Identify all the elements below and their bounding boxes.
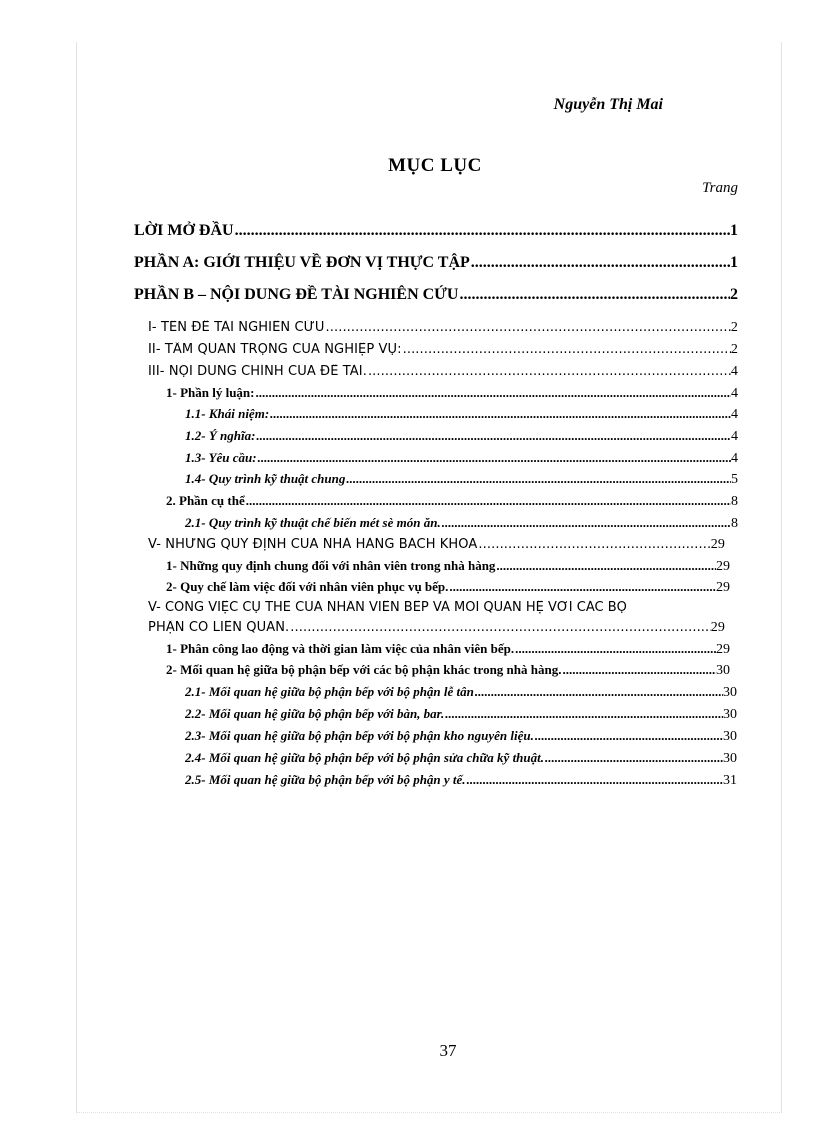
toc-leader <box>325 320 731 336</box>
toc-entry-text: 1- Phân công lao động và thời gian làm việc của nhân viên bếp. <box>166 641 515 656</box>
toc-entry-page: 2 <box>730 342 738 357</box>
toc-entry-text: 2.5- Mối quan hệ giữa bộ phận bếp với bộ phận y tế. <box>185 772 466 787</box>
toc-entry-text: 2- Mối quan hệ giữa bộ phận bếp với các bộ phận khác trong nhà hàng. <box>166 662 562 677</box>
toc-entry-text: I- TÊN ĐỀ TÀI NGHIÊN CỨU <box>148 320 325 335</box>
toc-entry-text: PHẦN B – NỘI DUNG ĐỀ TÀI NGHIÊN CỨU <box>134 286 459 303</box>
toc-entry-page: 1 <box>730 222 738 239</box>
toc-entry-text: III- NỘI DUNG CHÍNH CỦA ĐỀ TÀI. <box>148 364 367 379</box>
toc-entry[interactable] <box>185 684 737 702</box>
toc-entry-heading-line[interactable] <box>148 600 738 616</box>
toc-leader <box>289 620 711 636</box>
toc-entry[interactable] <box>148 620 725 637</box>
toc-leader <box>367 364 731 380</box>
toc-entry[interactable] <box>185 471 738 489</box>
toc-entry[interactable] <box>166 558 730 576</box>
toc-entry-page: 29 <box>716 559 730 574</box>
toc-entry-page: 30 <box>723 751 737 766</box>
toc-entry-text: 2.1- Quy trình kỹ thuật chế biến mét sè món ăn. <box>185 515 441 530</box>
toc-entry-page: 8 <box>731 516 738 531</box>
toc-entry[interactable] <box>185 750 737 768</box>
toc-entry[interactable] <box>134 253 738 272</box>
toc-entry[interactable] <box>185 728 737 746</box>
toc-leader <box>441 515 731 531</box>
toc-entry-text: 1.4- Quy trình kỹ thuật chung <box>185 471 346 486</box>
toc-entry[interactable] <box>166 641 730 659</box>
author-name: Nguyễn Thị Mai <box>553 96 663 113</box>
toc-leader <box>561 662 716 678</box>
toc-leader <box>402 342 731 358</box>
toc-entry-text: 1- Phần lý luận: <box>166 385 255 400</box>
toc-leader <box>444 706 723 722</box>
toc-leader <box>255 385 732 401</box>
toc-leader <box>255 428 731 444</box>
toc-entry[interactable] <box>185 706 737 724</box>
toc-entry[interactable] <box>148 537 725 554</box>
toc-entry[interactable] <box>166 385 738 403</box>
toc-entry-text: 2.1- Mối quan hệ giữa bộ phận bếp với bộ phận lễ tân <box>185 684 474 699</box>
toc-entry-text: V- NHỮNG QUY ĐỊNH CỦA NHÀ HÀNG BÁCH KHOA <box>148 537 478 552</box>
page-column-label: Trang <box>702 180 738 196</box>
toc-entry[interactable] <box>166 662 730 680</box>
toc-leader <box>477 537 710 553</box>
toc-entry-text: 2.2- Mối quan hệ giữa bộ phận bếp với bàn, bar. <box>185 706 445 721</box>
toc-entry[interactable] <box>185 772 737 790</box>
toc-entry-text: 2. Phần cụ thể <box>166 493 245 508</box>
toc-leader <box>474 684 723 700</box>
toc-leader <box>458 285 730 304</box>
toc-entry-text: LỜI MỞ ĐẦU <box>134 222 234 239</box>
page-number: 37 <box>439 1041 457 1060</box>
toc-entry-page: 5 <box>731 472 738 487</box>
toc-entry-page: 2 <box>730 286 738 303</box>
toc-entry-page: 4 <box>731 407 738 422</box>
toc-leader <box>470 253 730 272</box>
toc-leader <box>534 728 723 744</box>
toc-entry-text: 1- Những quy định chung đối với nhân viên trong nhà hàng <box>166 558 496 573</box>
toc-entry[interactable] <box>166 579 730 597</box>
toc-entry-text: PHẬN CÓ LIÊN QUAN. <box>148 620 290 635</box>
toc-entry-text: 1.2- Ý nghĩa: <box>185 428 256 443</box>
toc-leader <box>448 579 716 595</box>
toc-entry-text: 1.3- Yêu cầu: <box>185 450 257 465</box>
toc-entry-page: 29 <box>710 620 725 635</box>
toc-leader <box>544 750 723 766</box>
toc-leader <box>514 641 716 657</box>
toc-entry[interactable] <box>185 515 738 533</box>
toc-entry-page: 29 <box>716 580 730 595</box>
toc-leader <box>257 450 731 466</box>
toc-entry[interactable] <box>185 450 738 468</box>
toc-entry-text: 2.3- Mối quan hệ giữa bộ phận bếp với bộ phận kho nguyên liệu. <box>185 728 534 743</box>
toc-entry-page: 4 <box>730 364 738 379</box>
toc-entry-text: 2- Quy chế làm việc đối với nhân viên phục vụ bếp. <box>166 579 449 594</box>
page-border <box>76 42 782 1113</box>
toc-entry-text: PHẦN A: GIỚI THIỆU VỀ ĐƠN VỊ THỰC TẬP <box>134 254 470 271</box>
toc-entry-page: 30 <box>723 707 737 722</box>
toc-leader <box>466 772 723 788</box>
toc-leader <box>245 493 731 509</box>
toc-entry-page: 2 <box>730 320 738 335</box>
toc-leader <box>495 558 716 574</box>
toc-entry-page: 4 <box>731 386 738 401</box>
toc-entry-text: II- TẦM QUAN TRỌNG CỦA NGHIỆP VỤ: <box>148 342 402 357</box>
toc-leader <box>234 221 730 240</box>
toc-entry-page: 30 <box>723 685 737 700</box>
toc-entry-page: 4 <box>731 429 738 444</box>
toc-entry[interactable] <box>148 364 738 381</box>
toc-leader <box>269 406 731 422</box>
page-title: MỤC LỤC <box>388 155 482 176</box>
toc-entry-text: V- CÔNG VIỆC CỤ THỂ CỦA NHÂN VIÊN BẾP VÀ MỐI QUAN HỆ VỚI CÁC BỘ <box>148 600 627 615</box>
toc-entry-page: 30 <box>716 663 730 678</box>
toc-entry-text: 1.1- Khái niệm: <box>185 406 270 421</box>
toc-entry-page: 31 <box>723 773 737 788</box>
toc-entry-page: 4 <box>731 451 738 466</box>
toc-entry-page: 29 <box>710 537 725 552</box>
toc-entry[interactable] <box>185 406 738 424</box>
toc-entry[interactable] <box>134 221 738 240</box>
toc-entry[interactable] <box>148 342 738 359</box>
toc-entry[interactable] <box>134 285 738 304</box>
toc-entry-page: 1 <box>730 254 738 271</box>
toc-leader <box>345 471 731 487</box>
toc-entry-page: 8 <box>731 494 738 509</box>
toc-entry[interactable] <box>185 428 738 446</box>
toc-entry[interactable] <box>148 320 738 337</box>
toc-entry-page: 29 <box>716 642 730 657</box>
toc-entry-page: 30 <box>723 729 737 744</box>
toc-entry[interactable] <box>166 493 738 511</box>
toc-entry-text: 2.4- Mối quan hệ giữa bộ phận bếp với bộ phận sửa chữa kỹ thuật. <box>185 750 544 765</box>
